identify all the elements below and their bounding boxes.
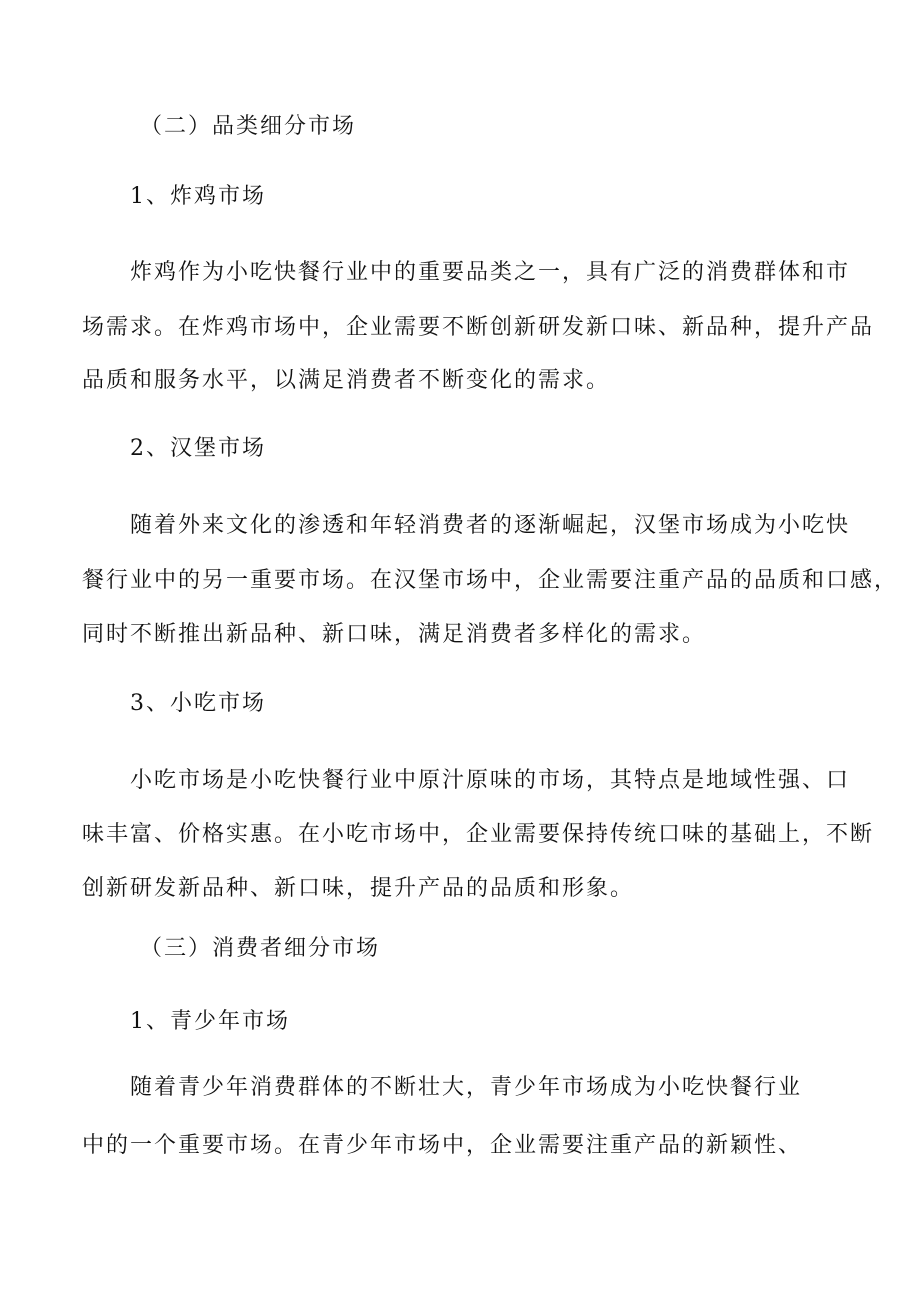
subheading-snack-market: 3、小吃市场 bbox=[130, 691, 266, 716]
subheading-fried-chicken-market: 1、炸鸡市场 bbox=[130, 184, 266, 209]
paragraph-line: 中的一个重要市场。在青少年市场中，企业需要注重产品的新颖性、 bbox=[82, 1133, 803, 1158]
section-heading-consumer-segment: （三）消费者细分市场 bbox=[140, 936, 381, 961]
subheading-burger-market: 2、汉堡市场 bbox=[130, 436, 266, 461]
paragraph-line: 炸鸡作为小吃快餐行业中的重要品类之一，具有广泛的消费群体和市 bbox=[130, 260, 851, 285]
paragraph-line: 随着青少年消费群体的不断壮大，青少年市场成为小吃快餐行业 bbox=[130, 1075, 803, 1100]
section-heading-category-segment: （二）品类细分市场 bbox=[140, 114, 357, 139]
paragraph-line: 品质和服务水平，以满足消费者不断变化的需求。 bbox=[82, 368, 611, 393]
paragraph-line: 味丰富、价格实惠。在小吃市场中，企业需要保持传统口味的基础上，不断 bbox=[82, 822, 875, 847]
paragraph-line: 同时不断推出新品种、新口味，满足消费者多样化的需求。 bbox=[82, 622, 707, 647]
paragraph-line: 创新研发新品种、新口味，提升产品的品质和形象。 bbox=[82, 876, 635, 901]
paragraph-line: 餐行业中的另一重要市场。在汉堡市场中，企业需要注重产品的品质和口感， bbox=[82, 568, 899, 593]
subheading-youth-market: 1、青少年市场 bbox=[130, 1009, 290, 1034]
paragraph-line: 场需求。在炸鸡市场中，企业需要不断创新研发新口味、新品种，提升产品 bbox=[82, 315, 875, 340]
paragraph-line: 随着外来文化的渗透和年轻消费者的逐渐崛起，汉堡市场成为小吃快 bbox=[130, 513, 851, 538]
paragraph-line: 小吃市场是小吃快餐行业中原汁原味的市场，其特点是地域性强、口 bbox=[130, 768, 851, 793]
